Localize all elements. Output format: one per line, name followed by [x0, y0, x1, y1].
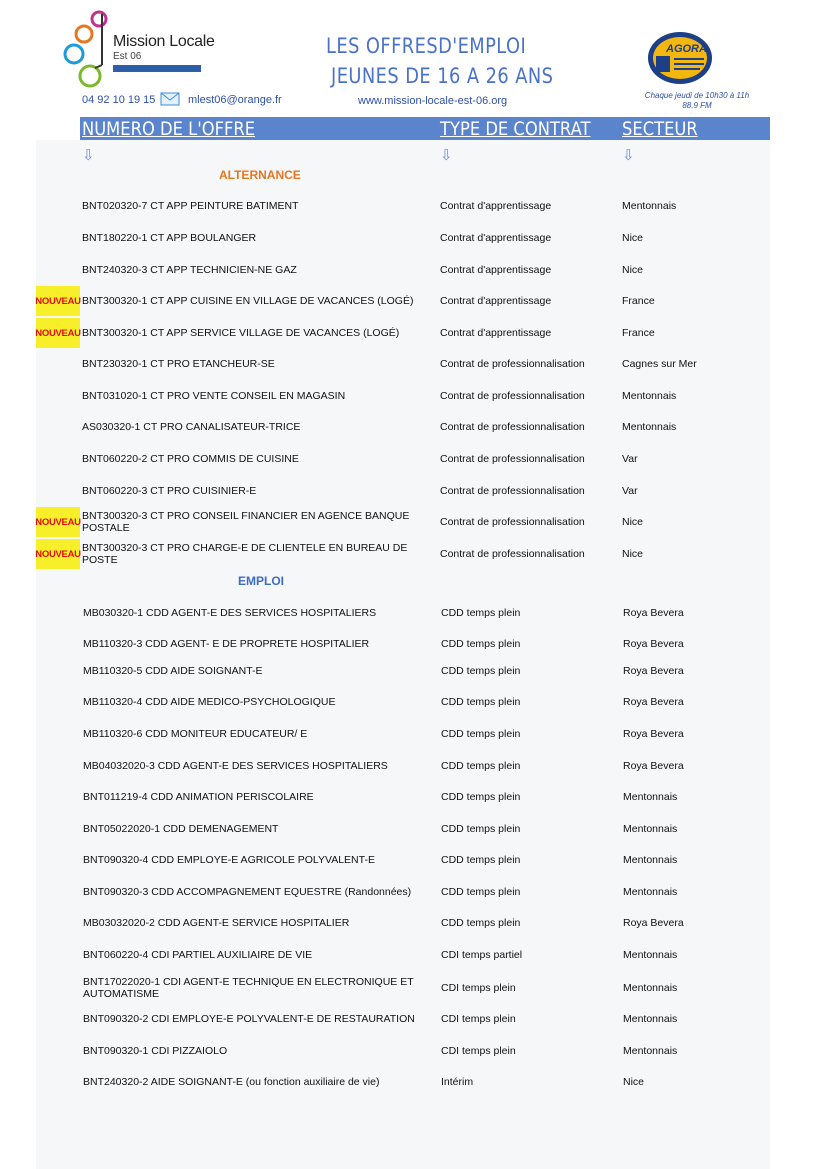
offer-cell: MB030320-1 CDD AGENT-E DES SERVICES HOSPITALIERS — [83, 607, 377, 619]
sector-cell: Mentonnais — [623, 854, 678, 866]
sector-cell: Mentonnais — [622, 421, 677, 433]
contract-cell: CDD temps plein — [441, 886, 521, 898]
new-badge: NOUVEAU — [36, 539, 80, 569]
offer-cell: BNT060220-2 CT PRO COMMIS DE CUISINE — [82, 453, 299, 465]
sector-cell: Roya Bevera — [623, 665, 684, 677]
sector-cell: Nice — [623, 1076, 645, 1088]
column-header-contract: TYPE DE CONTRAT — [440, 118, 591, 140]
contract-cell: Contrat de professionnalisation — [440, 453, 585, 465]
contract-cell: Contrat de professionnalisation — [440, 548, 585, 560]
contract-cell: Contrat d'apprentissage — [440, 295, 552, 307]
sector-cell: Mentonnais — [623, 886, 678, 898]
contract-cell: CDD temps plein — [441, 638, 521, 650]
offer-cell: BNT180220-1 CT APP BOULANGER — [82, 232, 257, 244]
phone-number: 04 92 10 19 15 — [82, 94, 156, 106]
radio-schedule-line1: Chaque jeudi de 10h30 à 11h — [644, 91, 750, 100]
agora-logo-text: AGORA — [666, 43, 707, 55]
section-title-alternance: ALTERNANCE — [219, 168, 301, 182]
contract-cell: Contrat de professionnalisation — [440, 516, 585, 528]
title-line2: JEUNES DE 16 A 26 ANS — [331, 64, 554, 88]
agora-radio-logo-icon — [646, 30, 714, 86]
offer-cell: BNT17022020-1 CDI AGENT-E TECHNIQUE EN ELECTRONIQUE ET AUTOMATISME — [83, 976, 414, 1000]
logo-name: Mission Locale — [113, 33, 215, 50]
sector-cell: Mentonnais — [623, 791, 678, 803]
offer-cell: BNT090320-3 CDD ACCOMPAGNEMENT EQUESTRE (Randonnées) — [83, 886, 412, 898]
offer-cell: BNT05022020-1 CDD DEMENAGEMENT — [83, 823, 279, 835]
website-link[interactable]: www.mission-locale-est-06.org — [358, 95, 508, 107]
sector-cell: Var — [622, 485, 638, 497]
contract-cell: Contrat d'apprentissage — [440, 232, 552, 244]
offer-cell: MB110320-5 CDD AIDE SOIGNANT-E — [83, 665, 263, 677]
offer-cell: BNT300320-3 CT PRO CONSEIL FINANCIER EN AGENCE BANQUE POSTALE — [82, 510, 410, 534]
sector-cell: Mentonnais — [623, 982, 678, 994]
offer-cell: BNT060220-3 CT PRO CUISINIER-E — [82, 485, 257, 497]
offer-cell: MB03032020-2 CDD AGENT-E SERVICE HOSPITALIER — [83, 917, 350, 929]
sector-cell: Nice — [622, 516, 644, 528]
contract-cell: CDD temps plein — [441, 854, 521, 866]
offer-cell: BNT240320-3 CT APP TECHNICIEN-NE GAZ — [82, 264, 297, 276]
contract-cell: CDI temps plein — [441, 1013, 516, 1025]
contract-cell: Contrat de professionnalisation — [440, 421, 585, 433]
contract-cell: CDD temps plein — [441, 665, 521, 677]
sector-cell: Nice — [622, 264, 644, 276]
sector-cell: Mentonnais — [623, 1045, 678, 1057]
offer-cell: BNT300320-1 CT APP CUISINE EN VILLAGE DE VACANCES (LOGÉ) — [82, 295, 414, 307]
contract-cell: CDI temps plein — [441, 1045, 516, 1057]
new-badge: NOUVEAU — [36, 286, 80, 316]
offer-cell: BNT300320-1 CT APP SERVICE VILLAGE DE VACANCES (LOGÉ) — [82, 327, 400, 339]
sector-cell: Roya Bevera — [623, 917, 684, 929]
offer-cell: BNT060220-4 CDI PARTIEL AUXILIAIRE DE VIE — [83, 949, 313, 961]
column-header-sector: SECTEUR — [622, 118, 698, 140]
contract-cell: CDD temps plein — [441, 917, 521, 929]
column-header-offer: NUMERO DE L'OFFRE — [82, 118, 256, 140]
offer-cell: BNT090320-2 CDI EMPLOYE-E POLYVALENT-E DE RESTAURATION — [83, 1013, 415, 1025]
contract-cell: Contrat de professionnalisation — [440, 390, 585, 402]
new-badge: NOUVEAU — [36, 507, 80, 537]
sector-cell: Cagnes sur Mer — [622, 358, 697, 370]
new-badge: NOUVEAU — [36, 318, 80, 348]
email-link[interactable]: mlest06@orange.fr — [188, 94, 282, 106]
sector-cell: Roya Bevera — [623, 696, 684, 708]
logo-sub: Est 06 — [113, 51, 142, 62]
sector-cell: Nice — [622, 548, 644, 560]
contract-cell: CDD temps plein — [441, 607, 521, 619]
contract-cell: CDD temps plein — [441, 696, 521, 708]
offer-cell: BNT011219-4 CDD ANIMATION PERISCOLAIRE — [83, 791, 314, 803]
contract-cell: CDI temps partiel — [441, 949, 523, 961]
sector-cell: Roya Bevera — [623, 728, 684, 740]
offer-cell: BNT020320-7 CT APP PEINTURE BATIMENT — [82, 200, 299, 212]
sector-cell: Roya Bevera — [623, 760, 684, 772]
contract-cell: Intérim — [441, 1076, 474, 1088]
down-arrow-icon: ⇩ — [440, 147, 453, 164]
contract-cell: CDI temps plein — [441, 982, 516, 994]
offer-cell: BNT090320-4 CDD EMPLOYE-E AGRICOLE POLYVALENT-E — [83, 854, 375, 866]
offer-cell: MB04032020-3 CDD AGENT-E DES SERVICES HOSPITALIERS — [83, 760, 388, 772]
contract-cell: Contrat de professionnalisation — [440, 358, 585, 370]
offer-cell: AS030320-1 CT PRO CANALISATEUR-TRICE — [82, 421, 301, 433]
sector-cell: France — [622, 327, 655, 339]
offer-cell: BNT031020-1 CT PRO VENTE CONSEIL EN MAGASIN — [82, 390, 346, 402]
contract-cell: CDD temps plein — [441, 791, 521, 803]
offer-cell: BNT230320-1 CT PRO ETANCHEUR-SE — [82, 358, 275, 370]
sector-cell: Mentonnais — [623, 1013, 678, 1025]
contract-cell: Contrat de professionnalisation — [440, 485, 585, 497]
envelope-icon — [160, 92, 180, 106]
sector-cell: France — [622, 295, 655, 307]
radio-schedule-note — [640, 91, 754, 111]
contract-cell: CDD temps plein — [441, 728, 521, 740]
sector-cell: Roya Bevera — [623, 638, 684, 650]
sector-cell: Mentonnais — [623, 949, 678, 961]
section-title-emploi: EMPLOI — [238, 574, 285, 588]
contract-cell: Contrat d'apprentissage — [440, 200, 552, 212]
sector-cell: Mentonnais — [622, 390, 677, 402]
offer-cell: BNT240320-2 AIDE SOIGNANT-E (ou fonction auxiliaire de vie) — [83, 1076, 380, 1088]
offer-cell: MB110320-3 CDD AGENT- E DE PROPRETE HOSPITALIER — [83, 638, 370, 650]
down-arrow-icon: ⇩ — [622, 147, 635, 164]
offer-cell: BNT090320-1 CDI PIZZAIOLO — [83, 1045, 228, 1057]
sector-cell: Mentonnais — [622, 200, 677, 212]
sector-cell: Var — [622, 453, 638, 465]
sector-cell: Roya Bevera — [623, 607, 684, 619]
title-line1: LES OFFRESD'EMPLOI — [326, 34, 527, 58]
sector-cell: Nice — [622, 232, 644, 244]
offer-cell: MB110320-6 CDD MONITEUR EDUCATEUR/ E — [83, 728, 308, 740]
logo-strip — [113, 65, 201, 72]
mission-locale-logo-icon — [62, 10, 110, 94]
offer-cell: MB110320-4 CDD AIDE MEDICO-PSYCHOLOGIQUE — [83, 696, 336, 708]
contract-cell: Contrat d'apprentissage — [440, 327, 552, 339]
contract-cell: CDD temps plein — [441, 823, 521, 835]
down-arrow-icon: ⇩ — [82, 147, 95, 164]
offer-cell: BNT300320-3 CT PRO CHARGE-E DE CLIENTELE EN BUREAU DE POSTE — [82, 542, 408, 566]
radio-schedule-line2: 88.9 FM — [682, 101, 712, 110]
contract-cell: CDD temps plein — [441, 760, 521, 772]
contract-cell: Contrat d'apprentissage — [440, 264, 552, 276]
sector-cell: Mentonnais — [623, 823, 678, 835]
